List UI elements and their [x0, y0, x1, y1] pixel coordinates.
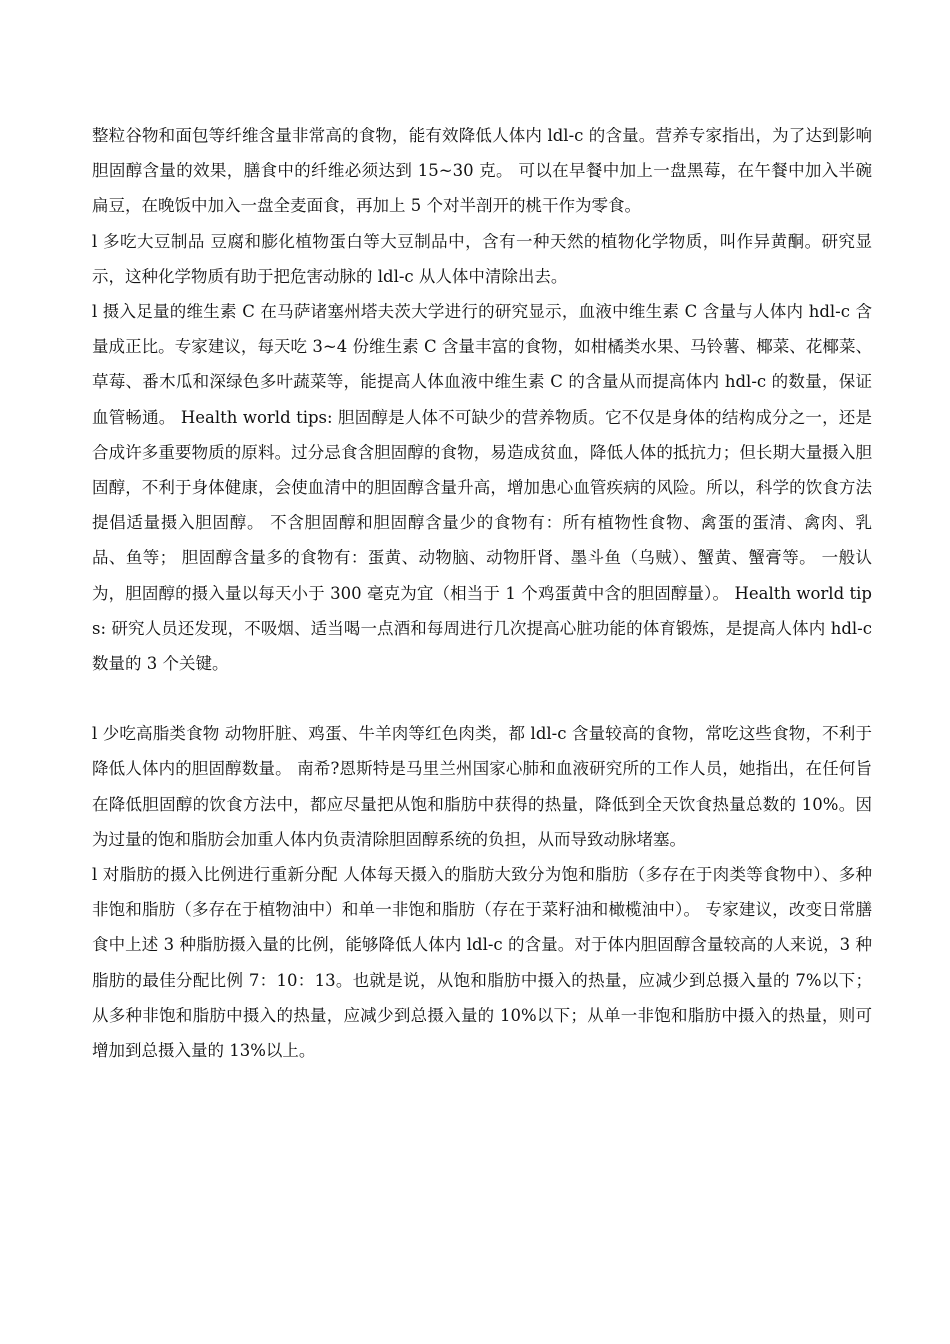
paragraph-fat-foods: l 少吃高脂类食物 动物肝脏、鸡蛋、牛羊肉等红色肉类，都 ldl-c 含量较高的食物，常吃这些食物，不利于降低人体内的胆固醇数量。 南希?恩斯特是马里兰州国家心肺和血液研究所的工作人员，她指出，在任何旨在降低胆固醇的饮食方法中，都应尽量把从饱和脂肪中获得的热量，降低到全天饮食热量总数的 10%。因为过量的饱和脂肪会加重人体内负责清除胆固醇系统的负担，从而导致动脉堵塞。 [92, 724, 872, 849]
paragraph-soy: l 多吃大豆制品 豆腐和膨化植物蛋白等大豆制品中，含有一种天然的植物化学物质，叫作异黄酮。研究显示，这种化学物质有助于把危害动脉的 ldl-c 从人体中清除出去。 [92, 231, 872, 286]
paragraph-fat-ratio: l 对脂肪的摄入比例进行重新分配 人体每天摄入的脂肪大致分为饱和脂肪（多存在于肉类等食物中）、多种非饱和脂肪（多存在于植物油中）和单一非饱和脂肪（存在于菜籽油和橄榄油中）。 专家建议，改变日常膳食中上述 3 种脂肪摄入量的比例，能够降低人体内 ldl-c 的含量。对于体内胆固醇含量较高的人来说，3 种脂肪的最佳分配比例 7：10：13。也就是说，从饱和脂肪中摄入的热量，应减少到总摄入量的 7%以下；从多种非饱和脂肪中摄入的热量，应减少到总摄入量的 10%以下；从单一非饱和脂肪中摄入的热量，则可增加到总摄入量的 13%以上。 [92, 865, 872, 1061]
paragraph-fiber: 整粒谷物和面包等纤维含量非常高的食物，能有效降低人体内 ldl-c 的含量。营养专家指出，为了达到影响胆固醇含量的效果，膳食中的纤维必须达到 15~30 克。 可以在早餐中加上一盘黑莓，在午餐中加入半碗扁豆，在晚饭中加入一盘全麦面食，再加上 5 个对半剖开的桃干作为零食。 [92, 126, 872, 216]
paragraph-vitamin-c: l 摄入足量的维生素 C 在马萨诸塞州塔夫茨大学进行的研究显示，血液中维生素 C 含量与人体内 hdl-c 含量成正比。专家建议，每天吃 3~4 份维生素 C 含量丰富的食物，如柑橘类水果、马铃薯、椰菜、花椰菜、草莓、番木瓜和深绿色多叶蔬菜等，能提高人体血液中维生素 C 的含量从而提高体内 hdl-c 的数量，保证血管畅通。 Health world tips: 胆固醇是人体不可缺少的营养物质。它不仅是身体的结构成分之一，还是合成许多重要物质的原料。过分忌食含胆固醇的食物，易造成贫血，降低人体的抵抗力；但长期大量摄入胆固醇，不利于身体健康，会使血清中的胆固醇含量升高，增加患心血管疾病的风险。所以，科学的饮食方法提倡适量摄入胆固醇。 不含胆固醇和胆固醇含量少的食物有：所有植物性食物、禽蛋的蛋清、禽肉、乳品、鱼等； 胆固醇含量多的食物有：蛋黄、动物脑、动物肝肾、墨斗鱼（乌贼）、蟹黄、蟹膏等。 一般认为，胆固醇的摄入量以每天小于 300 毫克为宜（相当于 1 个鸡蛋黄中含的胆固醇量）。 Health world tips: 研究人员还发现，不吸烟、适当喝一点酒和每周进行几次提高心脏功能的体育锻炼，是提高人体内 hdl-c 数量的 3 个关键。 [92, 302, 872, 674]
document-page [92, 118, 872, 1068]
paragraph-spacer [92, 681, 872, 716]
